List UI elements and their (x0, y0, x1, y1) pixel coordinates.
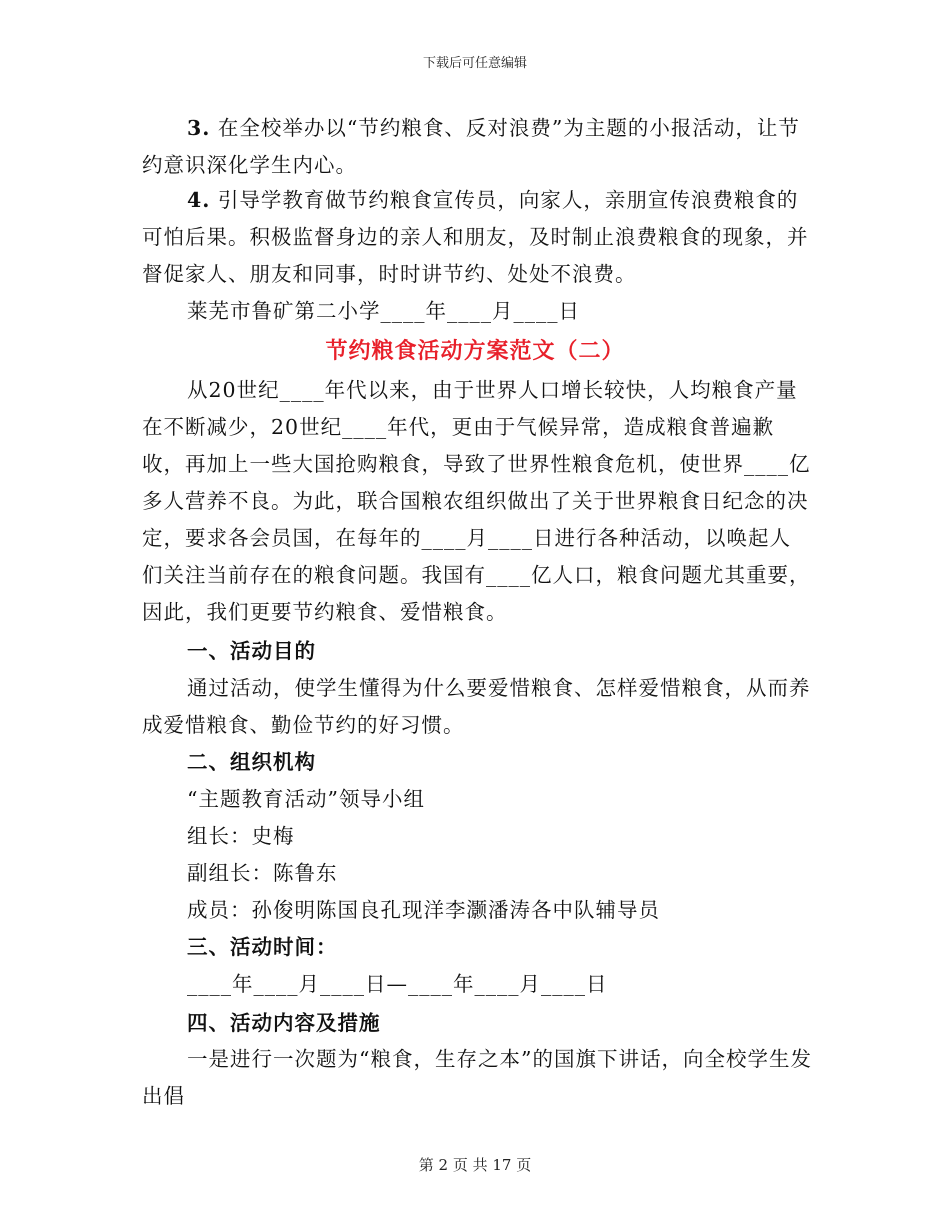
item-4-text: 引导学教育做节约粮食宣传员，向家人，亲朋宣传浪费粮食的可怕后果。积极监督身边的亲人和朋友，及时制止浪费粮食的现象，并督促家人、朋友和同事，时时讲节约、处处不浪费。 (142, 188, 809, 286)
intro-paragraph: 从20世纪____年代以来，由于世界人口增长较快，人均粮食产量在不断减少，20世纪____年代，更由于气候异常，造成粮食普遍歉收，再加上一些大国抢购粮食，导致了世界性粮食危机，使世界____亿多人营养不良。为此，联合国粮农组织做出了关于世界粮食日纪念的决定，要求各会员国，在每年的____月____日进行各种活动，以唤起人们关注当前存在的粮食问题。我国有____亿人口，粮食问题尤其重要，因此，我们更要节约粮食、爱惜粮食。 (142, 378, 811, 624)
purpose-heading: 一、活动目的 (187, 639, 316, 663)
organization-group: “主题教育活动”领导小组 (187, 787, 425, 811)
item-4-number: 4. (187, 188, 211, 212)
item-4 (142, 182, 812, 293)
item-3-number: 3. (187, 116, 211, 140)
page-footer: 第 2 页 共 17 页 (418, 1156, 532, 1174)
item-3 (142, 110, 812, 184)
organization-members: 成员：孙俊明陈国良孔现洋李灏潘涛各中队辅导员 (187, 898, 660, 922)
organization-leader: 组长：史梅 (187, 824, 295, 848)
content-text: 一是进行一次题为“粮食，生存之本”的国旗下讲话，向全校学生发出倡 (142, 1047, 812, 1108)
content-heading: 四、活动内容及措施 (187, 1011, 381, 1035)
document-title: 节约粮食活动方案范文（二） (325, 338, 625, 364)
time-range: ____年____月____日—____年____月____日 (187, 972, 608, 996)
page-header: 下载后可任意编辑 (422, 56, 527, 71)
time-heading: 三、活动时间： (187, 935, 338, 959)
organization-heading: 二、组织机构 (187, 750, 316, 774)
organization-deputy: 副组长：陈鲁东 (187, 861, 338, 885)
purpose-text: 通过活动，使学生懂得为什么要爱惜粮食、怎样爱惜粮食，从而养成爱惜粮食、勤俭节约的好习惯。 (142, 676, 811, 737)
item-3-text: 在全校举办以“节约粮食、反对浪费”为主题的小报活动，让节约意识深化学生内心。 (142, 116, 800, 177)
signature-line: 莱芜市鲁矿第二小学____年____月____日 (187, 299, 580, 323)
